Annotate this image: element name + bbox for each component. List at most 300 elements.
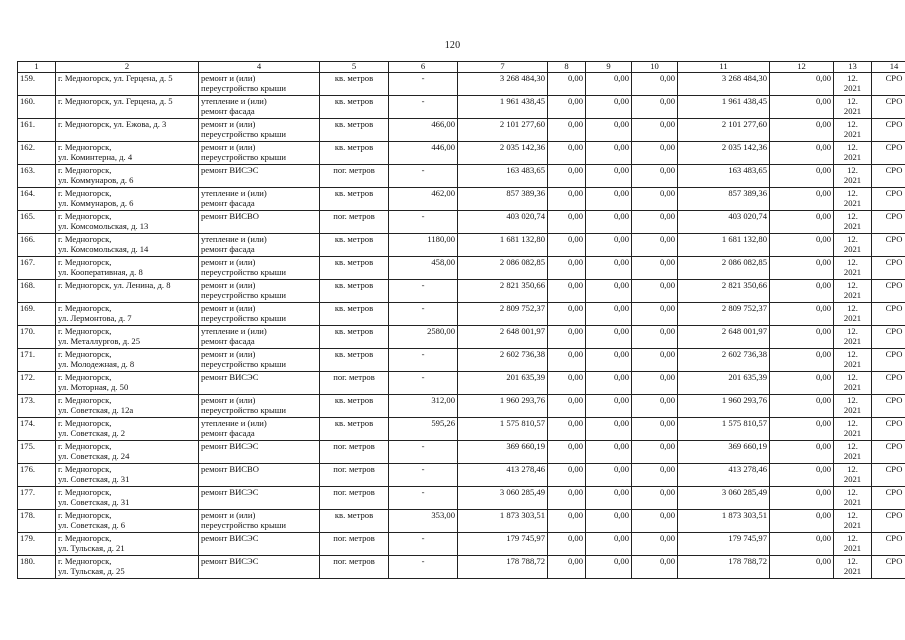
cost-cell: 2 086 082,85: [458, 257, 548, 280]
deadline-cell: 12. 2021: [834, 533, 872, 556]
fund-federal-cell: 0,00: [548, 188, 586, 211]
fund-owners-cell: 2 821 350,66: [678, 280, 770, 303]
fund-federal-cell: 0,00: [548, 487, 586, 510]
volume-cell: -: [389, 487, 458, 510]
work-type-cell: утепление и (или) ремонт фасада: [199, 188, 320, 211]
fund-regional-cell: 0,00: [586, 303, 632, 326]
fund-regional-cell: 0,00: [586, 556, 632, 579]
column-header: 1: [18, 62, 56, 73]
fund-federal-cell: 0,00: [548, 119, 586, 142]
address-cell: г. Медногорск, ул. Молодежная, д. 8: [56, 349, 199, 372]
cost-cell: 857 389,36: [458, 188, 548, 211]
unit-cost-cell: 0,00: [770, 395, 834, 418]
contractor-cell: СРО: [872, 372, 905, 395]
work-type-cell: ремонт ВИСЭС: [199, 372, 320, 395]
fund-regional-cell: 0,00: [586, 211, 632, 234]
deadline-cell: 12. 2021: [834, 303, 872, 326]
contractor-cell: СРО: [872, 487, 905, 510]
fund-owners-cell: 201 635,39: [678, 372, 770, 395]
contractor-cell: СРО: [872, 211, 905, 234]
unit-cost-cell: 0,00: [770, 96, 834, 119]
row-number-cell: 162.: [18, 142, 56, 165]
unit-cost-cell: 0,00: [770, 303, 834, 326]
volume-cell: -: [389, 349, 458, 372]
fund-local-cell: 0,00: [632, 533, 678, 556]
page-number: 120: [444, 40, 461, 51]
contractor-cell: СРО: [872, 234, 905, 257]
volume-cell: 312,00: [389, 395, 458, 418]
fund-federal-cell: 0,00: [548, 441, 586, 464]
deadline-cell: 12. 2021: [834, 119, 872, 142]
fund-regional-cell: 0,00: [586, 73, 632, 96]
fund-local-cell: 0,00: [632, 326, 678, 349]
volume-cell: -: [389, 533, 458, 556]
cost-cell: 1 960 293,76: [458, 395, 548, 418]
work-type-cell: утепление и (или) ремонт фасада: [199, 326, 320, 349]
fund-local-cell: 0,00: [632, 188, 678, 211]
column-number-row: [18, 62, 905, 73]
volume-cell: -: [389, 211, 458, 234]
row-number-cell: 174.: [18, 418, 56, 441]
column-header: 6: [389, 62, 458, 73]
work-type-cell: ремонт ВИСЭС: [199, 533, 320, 556]
column-header: 4: [199, 62, 320, 73]
row-number-cell: 161.: [18, 119, 56, 142]
address-cell: г. Медногорск, ул. Советская, д. 2: [56, 418, 199, 441]
deadline-cell: 12. 2021: [834, 211, 872, 234]
fund-owners-cell: 2 648 001,97: [678, 326, 770, 349]
address-cell: г. Медногорск, ул. Тульская, д. 25: [56, 556, 199, 579]
fund-local-cell: 0,00: [632, 487, 678, 510]
unit-cell: кв. метров: [320, 326, 389, 349]
unit-cost-cell: 0,00: [770, 211, 834, 234]
fund-owners-cell: 2 602 736,38: [678, 349, 770, 372]
deadline-cell: 12. 2021: [834, 73, 872, 96]
address-cell: г. Медногорск, ул. Советская, д. 31: [56, 464, 199, 487]
volume-cell: -: [389, 73, 458, 96]
contractor-cell: СРО: [872, 441, 905, 464]
deadline-cell: 12. 2021: [834, 510, 872, 533]
fund-federal-cell: 0,00: [548, 257, 586, 280]
work-type-cell: ремонт и (или) переустройство крыши: [199, 280, 320, 303]
volume-cell: -: [389, 556, 458, 579]
table-row: [18, 280, 905, 303]
fund-local-cell: 0,00: [632, 73, 678, 96]
row-number-cell: 173.: [18, 395, 56, 418]
fund-owners-cell: 403 020,74: [678, 211, 770, 234]
fund-federal-cell: 0,00: [548, 303, 586, 326]
fund-federal-cell: 0,00: [548, 280, 586, 303]
contractor-cell: СРО: [872, 510, 905, 533]
fund-federal-cell: 0,00: [548, 326, 586, 349]
unit-cost-cell: 0,00: [770, 73, 834, 96]
column-header: 11: [678, 62, 770, 73]
table-row: [18, 372, 905, 395]
work-type-cell: ремонт и (или) переустройство крыши: [199, 303, 320, 326]
fund-federal-cell: 0,00: [548, 73, 586, 96]
deadline-cell: 12. 2021: [834, 418, 872, 441]
deadline-cell: 12. 2021: [834, 142, 872, 165]
cost-cell: 1 961 438,45: [458, 96, 548, 119]
address-cell: г. Медногорск, ул. Кооперативная, д. 8: [56, 257, 199, 280]
contractor-cell: СРО: [872, 326, 905, 349]
table-row: [18, 73, 905, 96]
unit-cost-cell: 0,00: [770, 165, 834, 188]
unit-cost-cell: 0,00: [770, 441, 834, 464]
fund-owners-cell: 857 389,36: [678, 188, 770, 211]
address-cell: г. Медногорск, ул. Коммунаров, д. 6: [56, 165, 199, 188]
cost-cell: 2 602 736,38: [458, 349, 548, 372]
deadline-cell: 12. 2021: [834, 234, 872, 257]
volume-cell: -: [389, 441, 458, 464]
row-number-cell: 172.: [18, 372, 56, 395]
fund-owners-cell: 1 681 132,80: [678, 234, 770, 257]
contractor-cell: СРО: [872, 395, 905, 418]
fund-local-cell: 0,00: [632, 303, 678, 326]
row-number-cell: 168.: [18, 280, 56, 303]
table-row: [18, 96, 905, 119]
fund-owners-cell: 2 035 142,36: [678, 142, 770, 165]
volume-cell: 2580,00: [389, 326, 458, 349]
fund-federal-cell: 0,00: [548, 234, 586, 257]
deadline-cell: 12. 2021: [834, 395, 872, 418]
fund-local-cell: 0,00: [632, 211, 678, 234]
fund-local-cell: 0,00: [632, 234, 678, 257]
volume-cell: -: [389, 372, 458, 395]
fund-local-cell: 0,00: [632, 418, 678, 441]
volume-cell: -: [389, 303, 458, 326]
unit-cell: кв. метров: [320, 510, 389, 533]
row-number-cell: 165.: [18, 211, 56, 234]
table-row: [18, 188, 905, 211]
row-number-cell: 170.: [18, 326, 56, 349]
deadline-cell: 12. 2021: [834, 441, 872, 464]
row-number-cell: 169.: [18, 303, 56, 326]
unit-cost-cell: 0,00: [770, 188, 834, 211]
work-type-cell: ремонт и (или) переустройство крыши: [199, 510, 320, 533]
fund-owners-cell: 2 086 082,85: [678, 257, 770, 280]
cost-cell: 2 035 142,36: [458, 142, 548, 165]
unit-cell: кв. метров: [320, 303, 389, 326]
work-type-cell: ремонт ВИСВО: [199, 464, 320, 487]
column-header: 10: [632, 62, 678, 73]
address-cell: г. Медногорск, ул. Металлургов, д. 25: [56, 326, 199, 349]
work-type-cell: ремонт ВИСЭС: [199, 487, 320, 510]
table-row: [18, 487, 905, 510]
unit-cell: пог. метров: [320, 487, 389, 510]
column-header: 9: [586, 62, 632, 73]
fund-local-cell: 0,00: [632, 510, 678, 533]
unit-cost-cell: 0,00: [770, 372, 834, 395]
unit-cell: пог. метров: [320, 556, 389, 579]
fund-regional-cell: 0,00: [586, 372, 632, 395]
work-type-cell: ремонт ВИСВО: [199, 211, 320, 234]
unit-cell: кв. метров: [320, 142, 389, 165]
volume-cell: -: [389, 280, 458, 303]
deadline-cell: 12. 2021: [834, 556, 872, 579]
fund-local-cell: 0,00: [632, 441, 678, 464]
deadline-cell: 12. 2021: [834, 326, 872, 349]
fund-owners-cell: 179 745,97: [678, 533, 770, 556]
fund-regional-cell: 0,00: [586, 533, 632, 556]
volume-cell: 462,00: [389, 188, 458, 211]
cost-cell: 1 575 810,57: [458, 418, 548, 441]
work-type-cell: утепление и (или) ремонт фасада: [199, 96, 320, 119]
row-number-cell: 179.: [18, 533, 56, 556]
fund-federal-cell: 0,00: [548, 418, 586, 441]
table-row: [18, 556, 905, 579]
table-row: [18, 395, 905, 418]
fund-regional-cell: 0,00: [586, 487, 632, 510]
fund-regional-cell: 0,00: [586, 510, 632, 533]
fund-federal-cell: 0,00: [548, 165, 586, 188]
unit-cell: кв. метров: [320, 257, 389, 280]
unit-cell: пог. метров: [320, 211, 389, 234]
table-row: [18, 211, 905, 234]
address-cell: г. Медногорск, ул. Герцена, д. 5: [56, 73, 199, 96]
work-type-cell: ремонт и (или) переустройство крыши: [199, 142, 320, 165]
deadline-cell: 12. 2021: [834, 280, 872, 303]
row-number-cell: 166.: [18, 234, 56, 257]
fund-federal-cell: 0,00: [548, 533, 586, 556]
fund-local-cell: 0,00: [632, 142, 678, 165]
fund-regional-cell: 0,00: [586, 234, 632, 257]
cost-cell: 3 060 285,49: [458, 487, 548, 510]
fund-owners-cell: 2 101 277,60: [678, 119, 770, 142]
column-header: 13: [834, 62, 872, 73]
volume-cell: 353,00: [389, 510, 458, 533]
unit-cell: пог. метров: [320, 372, 389, 395]
cost-cell: 2 821 350,66: [458, 280, 548, 303]
volume-cell: -: [389, 165, 458, 188]
fund-local-cell: 0,00: [632, 372, 678, 395]
contractor-cell: СРО: [872, 142, 905, 165]
work-type-cell: ремонт и (или) переустройство крыши: [199, 349, 320, 372]
fund-federal-cell: 0,00: [548, 372, 586, 395]
row-number-cell: 160.: [18, 96, 56, 119]
fund-owners-cell: 1 575 810,57: [678, 418, 770, 441]
fund-federal-cell: 0,00: [548, 142, 586, 165]
fund-federal-cell: 0,00: [548, 96, 586, 119]
volume-cell: -: [389, 464, 458, 487]
unit-cell: кв. метров: [320, 119, 389, 142]
deadline-cell: 12. 2021: [834, 349, 872, 372]
unit-cost-cell: 0,00: [770, 418, 834, 441]
unit-cell: кв. метров: [320, 280, 389, 303]
table-row: [18, 165, 905, 188]
fund-owners-cell: 178 788,72: [678, 556, 770, 579]
row-number-cell: 175.: [18, 441, 56, 464]
cost-cell: 2 809 752,37: [458, 303, 548, 326]
fund-regional-cell: 0,00: [586, 280, 632, 303]
contractor-cell: СРО: [872, 188, 905, 211]
column-header: 14: [872, 62, 905, 73]
contractor-cell: СРО: [872, 280, 905, 303]
fund-local-cell: 0,00: [632, 257, 678, 280]
fund-federal-cell: 0,00: [548, 349, 586, 372]
cost-cell: 179 745,97: [458, 533, 548, 556]
contractor-cell: СРО: [872, 257, 905, 280]
work-type-cell: ремонт ВИСЭС: [199, 165, 320, 188]
contractor-cell: СРО: [872, 556, 905, 579]
address-cell: г. Медногорск, ул. Коммунаров, д. 6: [56, 188, 199, 211]
table-row: [18, 533, 905, 556]
unit-cost-cell: 0,00: [770, 280, 834, 303]
table-row: [18, 326, 905, 349]
address-cell: г. Медногорск, ул. Ежова, д. 3: [56, 119, 199, 142]
table-row: [18, 418, 905, 441]
volume-cell: 458,00: [389, 257, 458, 280]
fund-local-cell: 0,00: [632, 395, 678, 418]
fund-local-cell: 0,00: [632, 556, 678, 579]
volume-cell: 466,00: [389, 119, 458, 142]
deadline-cell: 12. 2021: [834, 487, 872, 510]
fund-owners-cell: 1 961 438,45: [678, 96, 770, 119]
fund-regional-cell: 0,00: [586, 395, 632, 418]
address-cell: г. Медногорск, ул. Комсомольская, д. 14: [56, 234, 199, 257]
fund-local-cell: 0,00: [632, 280, 678, 303]
deadline-cell: 12. 2021: [834, 372, 872, 395]
unit-cell: пог. метров: [320, 441, 389, 464]
fund-regional-cell: 0,00: [586, 441, 632, 464]
fund-federal-cell: 0,00: [548, 211, 586, 234]
address-cell: г. Медногорск, ул. Лермонтова, д. 7: [56, 303, 199, 326]
fund-federal-cell: 0,00: [548, 556, 586, 579]
unit-cost-cell: 0,00: [770, 556, 834, 579]
fund-owners-cell: 369 660,19: [678, 441, 770, 464]
unit-cost-cell: 0,00: [770, 510, 834, 533]
unit-cell: пог. метров: [320, 165, 389, 188]
unit-cost-cell: 0,00: [770, 533, 834, 556]
unit-cost-cell: 0,00: [770, 326, 834, 349]
cost-cell: 178 788,72: [458, 556, 548, 579]
cost-cell: 1 681 132,80: [458, 234, 548, 257]
fund-regional-cell: 0,00: [586, 418, 632, 441]
table-row: [18, 119, 905, 142]
work-type-cell: ремонт и (или) переустройство крыши: [199, 257, 320, 280]
cost-cell: 2 101 277,60: [458, 119, 548, 142]
unit-cell: кв. метров: [320, 73, 389, 96]
address-cell: г. Медногорск, ул. Советская, д. 24: [56, 441, 199, 464]
fund-regional-cell: 0,00: [586, 96, 632, 119]
fund-regional-cell: 0,00: [586, 142, 632, 165]
fund-local-cell: 0,00: [632, 119, 678, 142]
row-number-cell: 180.: [18, 556, 56, 579]
fund-federal-cell: 0,00: [548, 510, 586, 533]
fund-regional-cell: 0,00: [586, 464, 632, 487]
cost-cell: 201 635,39: [458, 372, 548, 395]
address-cell: г. Медногорск, ул. Советская, д. 31: [56, 487, 199, 510]
unit-cost-cell: 0,00: [770, 234, 834, 257]
unit-cost-cell: 0,00: [770, 119, 834, 142]
row-number-cell: 177.: [18, 487, 56, 510]
work-type-cell: ремонт и (или) переустройство крыши: [199, 395, 320, 418]
cost-cell: 1 873 303,51: [458, 510, 548, 533]
fund-owners-cell: 1 960 293,76: [678, 395, 770, 418]
unit-cell: кв. метров: [320, 188, 389, 211]
fund-owners-cell: 3 060 285,49: [678, 487, 770, 510]
table-row: [18, 441, 905, 464]
column-header: 7: [458, 62, 548, 73]
fund-regional-cell: 0,00: [586, 257, 632, 280]
table-row: [18, 303, 905, 326]
unit-cell: кв. метров: [320, 96, 389, 119]
table-row: [18, 510, 905, 533]
fund-owners-cell: 2 809 752,37: [678, 303, 770, 326]
row-number-cell: 167.: [18, 257, 56, 280]
fund-federal-cell: 0,00: [548, 464, 586, 487]
fund-local-cell: 0,00: [632, 349, 678, 372]
fund-local-cell: 0,00: [632, 464, 678, 487]
volume-cell: -: [389, 96, 458, 119]
cost-cell: 3 268 484,30: [458, 73, 548, 96]
unit-cost-cell: 0,00: [770, 487, 834, 510]
unit-cell: пог. метров: [320, 464, 389, 487]
unit-cost-cell: 0,00: [770, 464, 834, 487]
cost-cell: 369 660,19: [458, 441, 548, 464]
fund-owners-cell: 1 873 303,51: [678, 510, 770, 533]
column-header: 2: [56, 62, 199, 73]
unit-cost-cell: 0,00: [770, 257, 834, 280]
unit-cell: кв. метров: [320, 418, 389, 441]
unit-cell: кв. метров: [320, 349, 389, 372]
unit-cell: кв. метров: [320, 234, 389, 257]
fund-regional-cell: 0,00: [586, 349, 632, 372]
deadline-cell: 12. 2021: [834, 464, 872, 487]
row-number-cell: 176.: [18, 464, 56, 487]
fund-owners-cell: 3 268 484,30: [678, 73, 770, 96]
column-header: 5: [320, 62, 389, 73]
deadline-cell: 12. 2021: [834, 188, 872, 211]
table-row: [18, 142, 905, 165]
row-number-cell: 163.: [18, 165, 56, 188]
work-type-cell: ремонт ВИСЭС: [199, 441, 320, 464]
fund-owners-cell: 163 483,65: [678, 165, 770, 188]
fund-regional-cell: 0,00: [586, 326, 632, 349]
deadline-cell: 12. 2021: [834, 257, 872, 280]
table-body: [18, 73, 905, 579]
contractor-cell: СРО: [872, 119, 905, 142]
fund-regional-cell: 0,00: [586, 188, 632, 211]
capital-repair-table: [17, 61, 905, 579]
work-type-cell: ремонт и (или) переустройство крыши: [199, 119, 320, 142]
contractor-cell: СРО: [872, 303, 905, 326]
table-row: [18, 349, 905, 372]
address-cell: г. Медногорск, ул. Коминтерна, д. 4: [56, 142, 199, 165]
column-header: 8: [548, 62, 586, 73]
address-cell: г. Медногорск, ул. Советская, д. 6: [56, 510, 199, 533]
fund-federal-cell: 0,00: [548, 395, 586, 418]
contractor-cell: СРО: [872, 349, 905, 372]
volume-cell: 446,00: [389, 142, 458, 165]
address-cell: г. Медногорск, ул. Комсомольская, д. 13: [56, 211, 199, 234]
work-type-cell: утепление и (или) ремонт фасада: [199, 234, 320, 257]
fund-owners-cell: 413 278,46: [678, 464, 770, 487]
table-row: [18, 464, 905, 487]
fund-local-cell: 0,00: [632, 96, 678, 119]
cost-cell: 163 483,65: [458, 165, 548, 188]
address-cell: г. Медногорск, ул. Ленина, д. 8: [56, 280, 199, 303]
contractor-cell: СРО: [872, 418, 905, 441]
address-cell: г. Медногорск, ул. Советская, д. 12а: [56, 395, 199, 418]
address-cell: г. Медногорск, ул. Герцена, д. 5: [56, 96, 199, 119]
table-row: [18, 257, 905, 280]
row-number-cell: 178.: [18, 510, 56, 533]
cost-cell: 403 020,74: [458, 211, 548, 234]
volume-cell: 595,26: [389, 418, 458, 441]
unit-cost-cell: 0,00: [770, 142, 834, 165]
work-type-cell: ремонт ВИСЭС: [199, 556, 320, 579]
